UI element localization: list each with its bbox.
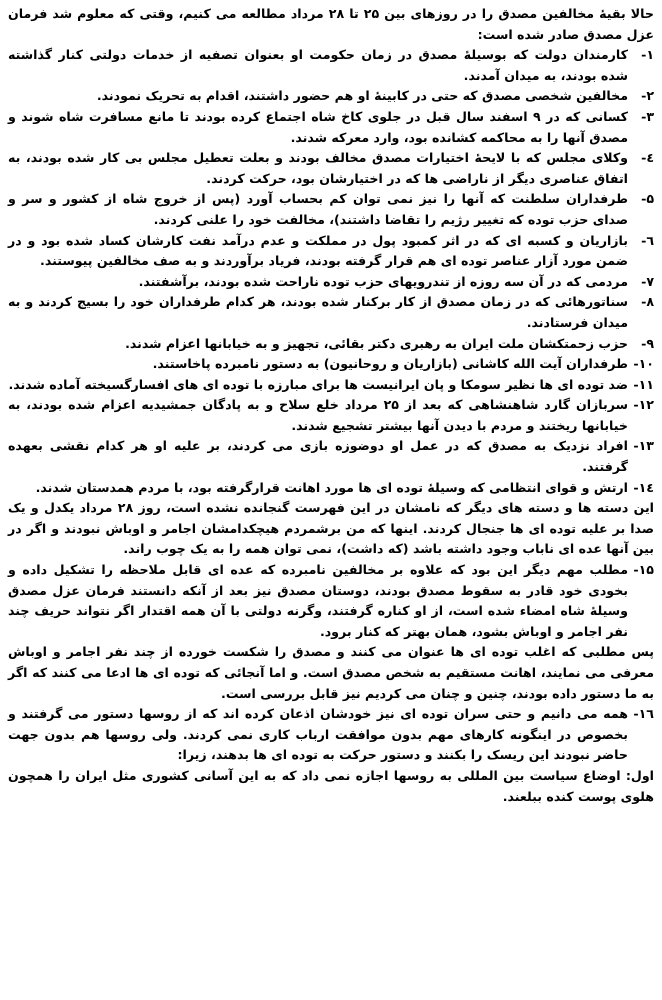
paragraph-summary: این دسته ها و دسته های دیگر که نامشان در این فهرست گنجانده نشده است، روز ۲۸ مرداد یکدل و یک صدا بر علیه توده ای ها جنجال کردند. اینها که من برشمردم هیچکدامشان اجامر و اوباش نبودند و اگر در بین آنها عده ای ناباب وجود داشته باشد (که داشت)، نمی توان همه را به یک چوب راند. [8,500,654,557]
item-text: کسانی که در ۹ اسفند سال قبل در جلوی کاخ شاه اجتماع کرده بودند تا مانع مسافرت شاه شوند و مصدق آنها را به محاکمه کشانده بود، وارد معرکه شدند. [8,108,628,145]
list-item [8,292,654,333]
list-item [8,334,654,355]
item-number: ۱۰- [633,356,654,372]
list-item [8,395,654,436]
item-number: ۱۵- [633,562,654,578]
item-text: افراد نزدیک به مصدق که در عمل او دوضوزه بازی می کردند، بر علیه او هر کدام نقشی بعهده گرفتند. [8,438,628,475]
item-number: ۱۳- [633,438,654,454]
item-number: ۱۱- [633,376,654,392]
paragraph-tudeh-claim: پس مطلبی که اغلب توده ای ها عنوان می کنند و مصدق را شکست خورده از چند نفر اجامر و اوباش معرفی می نمایند، اهانت مستقیم به شخص مصدق است. و اما آنجائی که توده ای ها ادعا می کنند که اگر به ما دستور داده بودند، چنین و چنان می کردیم نیز قابل بررسی است. [8,644,654,701]
numbered-list [8,45,654,498]
item-text: طرفداران آیت الله کاشانی (بازاریان و روحانیون) به دستور نامبرده پاخاستند. [152,356,628,372]
item-number: ۱۲- [633,397,654,413]
item-text: همه می دانیم و حتی سران توده ای نیز خودشان اذعان کرده اند که از روسها دستور می گرفتند و بخصوص در اینگونه کارهای مهم بدون موافقت ارباب کاری نمی کردند. ولی روسها هم بدون جهت حاضر نبودند این ریسک را بکنند و دستور حرکت به توده ای ها بدهند، زیرا: [8,706,628,763]
reason-body: اوضاع سیاست بین المللی به روسها اجازه نمی داد که به این آسانی کشوری مثل ایران را همچون هلوی پوست کنده ببلعند. [8,767,654,804]
item-text: مطلب مهم دیگر این بود که علاوه بر مخالفین نامبرده که عده ای قابل ملاحظه را تشکیل داده و بخودی خود قادر به سقوط مصدق بودند، دوستان مصدق نیز بعد از آنکه دانستند فرمان عزل مصدق وسیلۀ شاه امضاء شده است، از او کناره گرفتند، وگرنه دولتی با آن همه اقتدار اگر نتواند حریف چند نفر اجامر و اوباش بشود، همان بهتر که کنار برود. [8,562,628,639]
item-number: ۷- [641,273,654,289]
item-number: ۱٦- [633,706,654,722]
reason-first [8,766,654,807]
item-text: مخالفین شخصی مصدق که حتی در کابینۀ او هم حضور داشتند، اقدام به تحریک نمودند. [96,88,628,104]
item-text: سربازان گارد شاهنشاهی که بعد از ۲۵ مرداد خلع سلاح و به پادگان جمشیدیه اعزام شده بودند، به خیابانها ریختند و مردم با دیدن آنها بیشتر تشجیع شدند. [8,397,628,433]
reason-label: اول: [625,767,654,783]
list-item [8,189,654,230]
item-text: حزب زحمتکشان ملت ایران به رهبری دکتر بقائی، تجهیز و به خیابانها اعزام شدند. [125,335,628,351]
item-number: ۲- [641,88,654,104]
list-item [8,231,654,272]
list-item [8,375,654,396]
list-item [8,107,654,148]
item-text: کارمندان دولت که بوسیلۀ مصدق در زمان حکومت او بعنوان تصفیه از خدمات دولتی کنار گذاشته شده بودند، به میدان آمدند. [8,47,628,83]
list-item [8,354,654,375]
list-item-16 [8,704,654,766]
item-text: مردمی که در آن سه روزه از تندرویهای حزب توده ناراحت شده بودند، برآشفتند. [138,273,628,289]
item-text: سناتورهائی که در زمان مصدق از کار برکنار شده بودند، هر کدام طرفداران خود را بسیج کردند و به میدان فرستادند. [8,294,628,330]
item-number: ۵- [641,191,654,207]
item-text: ارتش و قوای انتظامی که وسیلۀ توده ای ها مورد اهانت قرارگرفته بود، با مردم همدستان شدند. [35,479,628,495]
list-item [8,148,654,189]
item-text: بازاریان و کسبه ای که در اثر کمبود پول در مملکت و عدم درآمد نفت کارشان کساد شده بود و در ضمن مورد آزار عناصر توده ای هم قرار گرفته بودند، فریاد برآوردند و به صف مخالفین پیوستند. [8,232,628,269]
list-item-15 [8,560,654,642]
item-number: ۸- [641,294,654,310]
item-number: ٦- [641,232,654,248]
list-item [8,478,654,499]
list-item [8,86,654,107]
item-number: ۳- [641,108,654,124]
list-item [8,436,654,477]
item-number: ۱٤- [633,479,654,495]
item-number: ۹- [641,335,654,351]
reason-text [8,766,654,807]
item-number: ٤- [641,150,654,166]
item-text: طرفداران سلطنت که آنها را نیز نمی توان کم بحساب آورد (پس از خروج شاه از کشور و سر و صدای حزب توده که تغییر رژیم را تقاضا داشتند)، مخالفت خود را علنی کردند. [8,191,628,227]
item-text: ضد توده ای ها نظیر سومکا و پان ایرانیست ها برای مبارزه با توده ای های افسارگسیخته آماده شدند. [8,376,628,392]
intro-paragraph: حالا بقیۀ مخالفین مصدق را در روزهای بین ۲۵ تا ۲۸ مرداد مطالعه می کنیم، وقتی که معلوم شد فرمان عزل مصدق صادر شده است: [8,6,654,42]
list-item [8,272,654,293]
item-text: وکلای مجلس که با لایحۀ اختیارات مصدق مخالف بودند و بعلت تعطیل مجلس بی کار شده بودند، به اتفاق عناصری دیگر از ناراضی ها که در اختیارشان بود، حرکت کردند. [8,150,628,186]
item-number: ۱- [641,47,654,63]
list-item [8,45,654,86]
